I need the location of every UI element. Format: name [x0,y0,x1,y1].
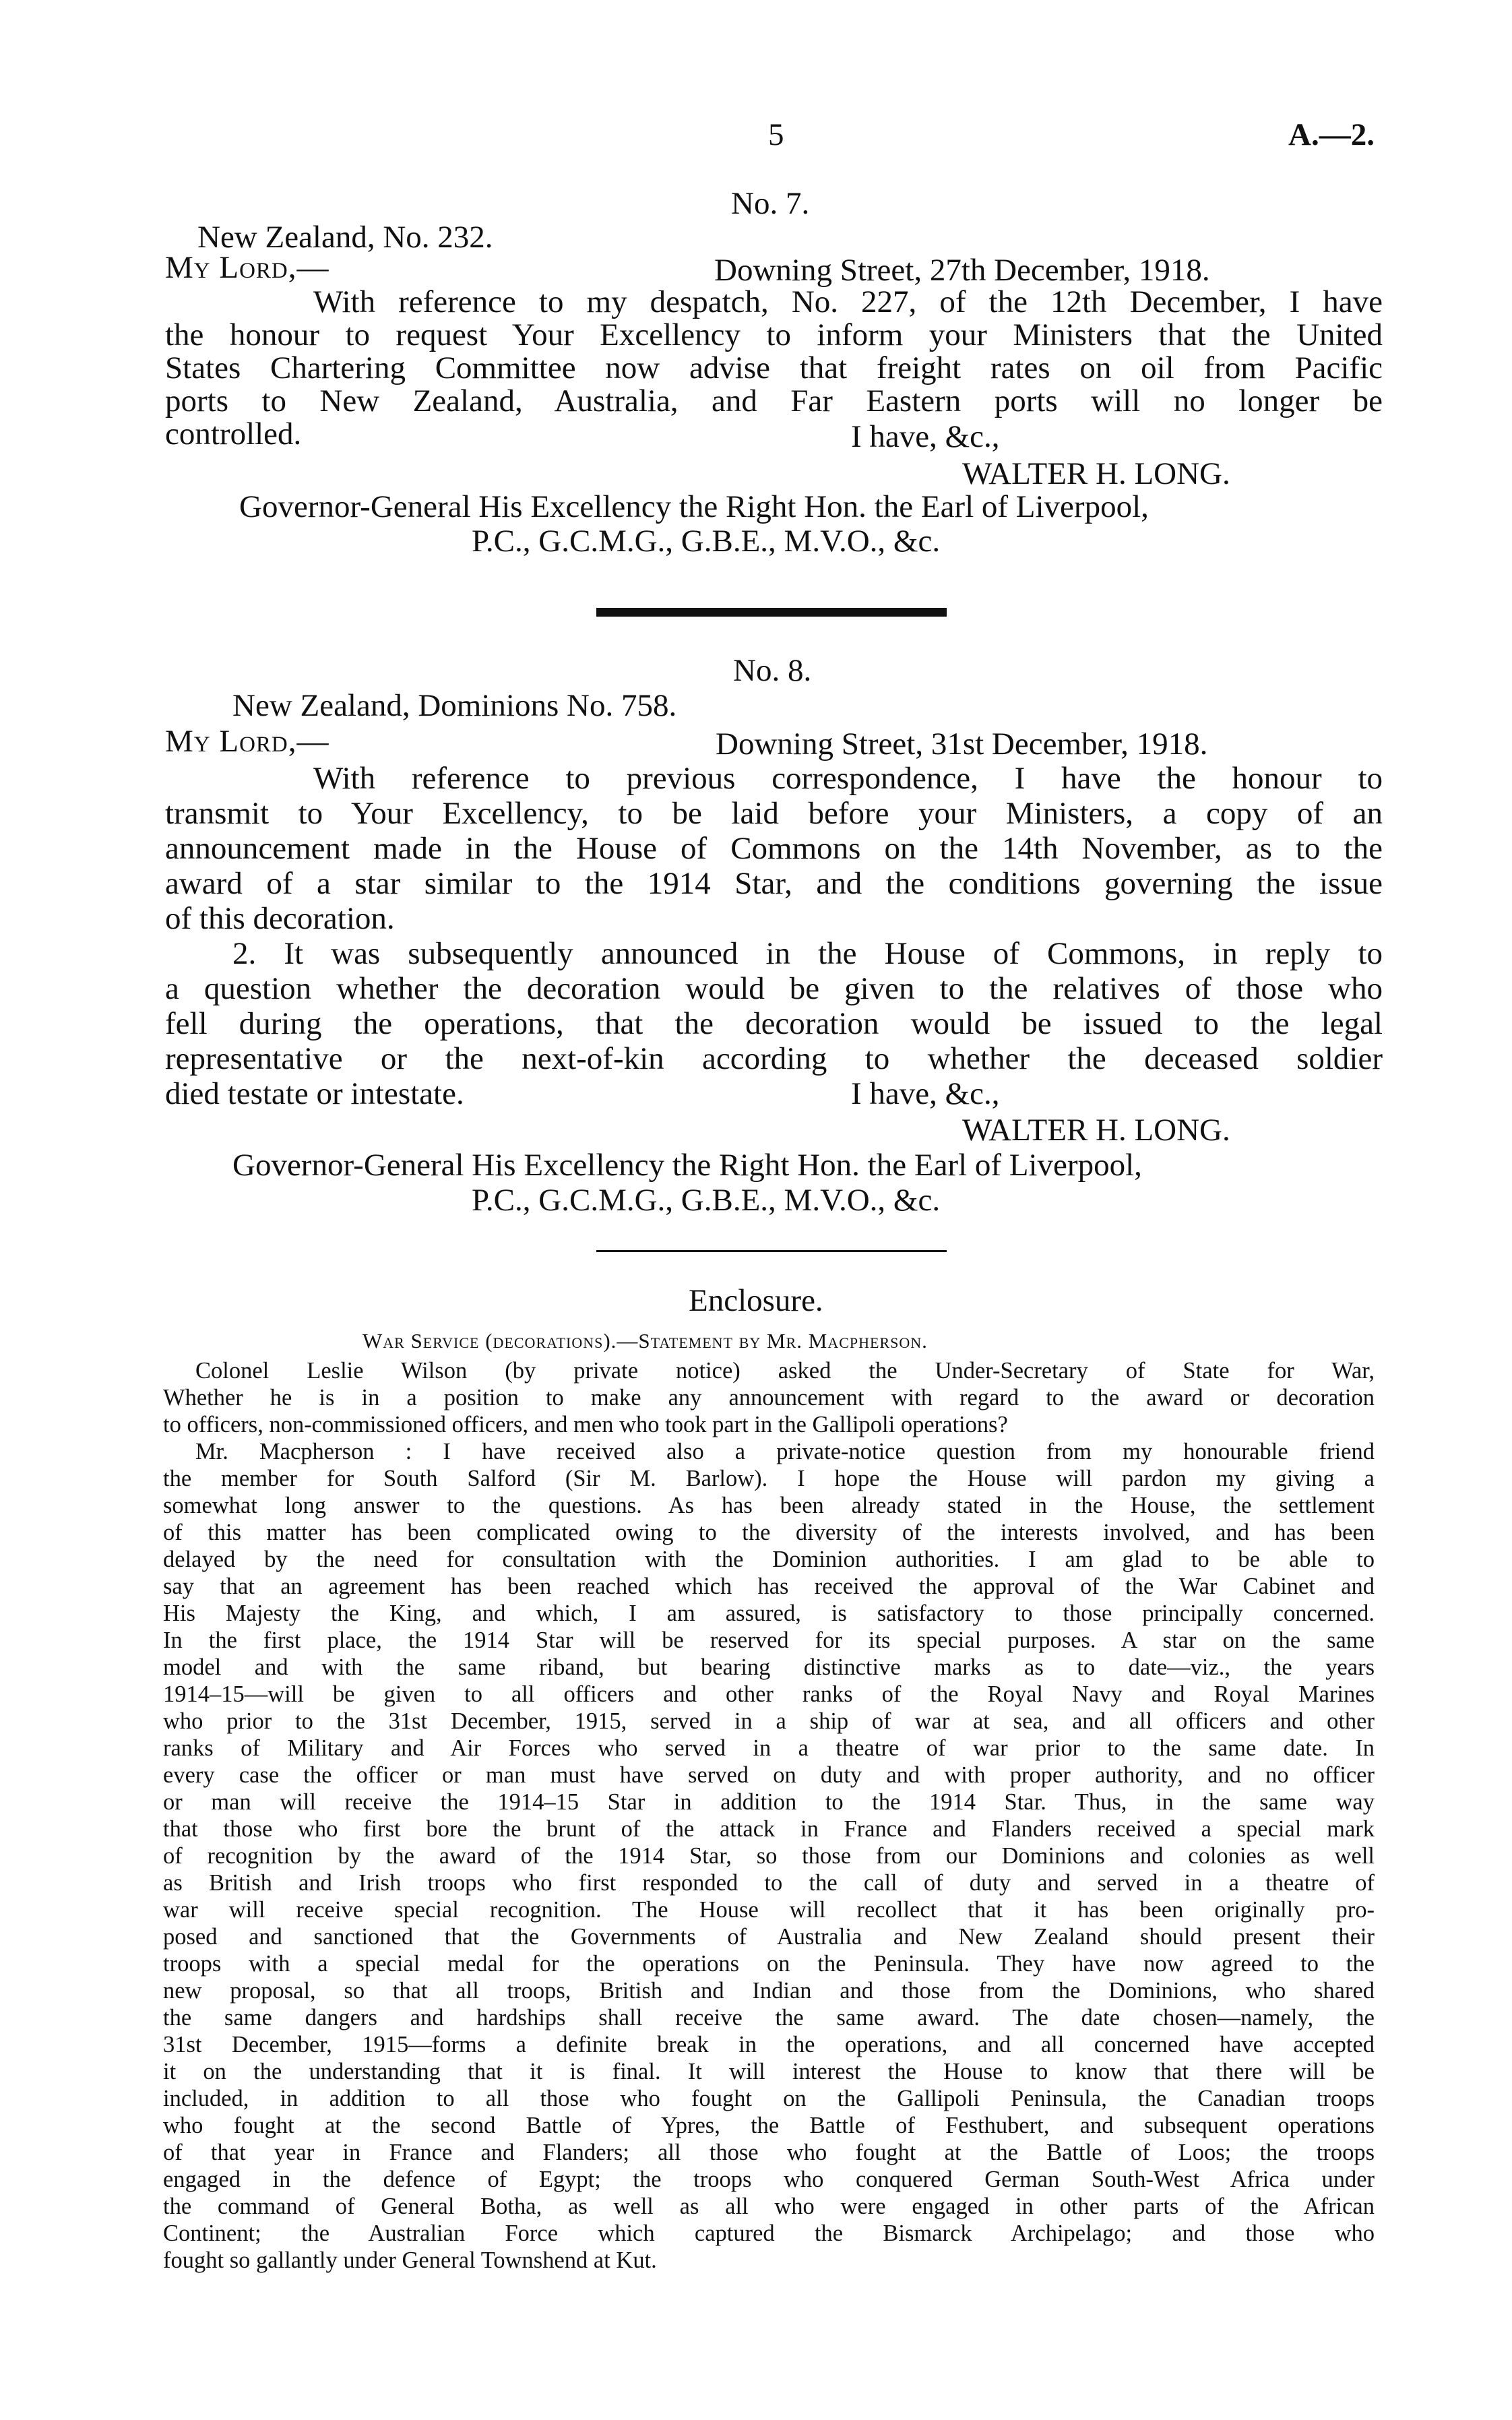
despatch-number: No. 8. [733,653,812,688]
dominion-reference: New Zealand, Dominions No. 758. [232,688,677,723]
salutation: My Lord,— [165,724,329,759]
despatch-number: No. 7. [731,186,810,221]
signature: WALTER H. LONG. [962,1113,1230,1148]
text-line: who fought at the second Battle of Ypres, the Battle of Festhubert, and subsequent operations [163,2113,1375,2138]
body-line: of this decoration. [165,901,395,936]
text-line: to officers, non-commissioned officers, and men who took part in the Gallipoli operations? [163,1412,1008,1437]
text-line: model and with the same riband, but bearing distinctive marks as to date—viz., the years [163,1654,1375,1680]
body-line: the honour to request Your Excellency to inform your Ministers that the United [165,317,1383,352]
dominion-reference: New Zealand, No. 232. [197,220,493,255]
text-line: Whether he is in a position to make any announcement with regard to the award or decoration [163,1385,1375,1410]
text-line: the member for South Salford (Sir M. Barlow). I hope the House will pardon my giving a [163,1466,1375,1491]
body-line: a question whether the decoration would be given to the relatives of those who [165,971,1383,1006]
text-line: posed and sanctioned that the Governments of Australia and New Zealand should present their [163,1924,1375,1950]
text-line: of this matter has been complicated owing to the diversity of the interests involved, and has been [163,1520,1375,1545]
page-number: 5 [768,117,784,152]
document-reference: A.—2. [1288,117,1375,152]
body-line: died testate or intestate. [165,1076,464,1111]
closing: I have, &c., [851,419,1000,454]
body-line: award of a star similar to the 1914 Star, and the conditions governing the issue [165,866,1383,901]
body-line: announcement made in the House of Commons on the 14th November, as to the [165,831,1383,866]
addressee-line: Governor-General His Excellency the Right Hon. the Earl of Liverpool, [232,1148,1142,1183]
text-line: Continent; the Australian Force which captured the Bismarck Archipelago; and those who [163,2221,1375,2246]
body-line: 2. It was subsequently announced in the House of Commons, in reply to [232,936,1383,971]
text-line: as British and Irish troops who first responded to the call of duty and served in a theatre of [163,1870,1375,1896]
text-line: or man will receive the 1914–15 Star in addition to the 1914 Star. Thus, in the same way [163,1789,1375,1815]
text-line: of that year in France and Flanders; all those who fought at the Battle of Loos; the troops [163,2140,1375,2165]
text-line: of recognition by the award of the 1914 Star, so those from our Dominions and colonies as well [163,1843,1375,1869]
signature: WALTER H. LONG. [962,456,1230,491]
body-line: With reference to my despatch, No. 227, of the 12th December, I have [313,284,1383,319]
dateline: Downing Street, 31st December, 1918. [716,726,1208,762]
enclosure-heading: Enclosure. [689,1283,823,1318]
addressee-honours: P.C., G.C.M.G., G.B.E., M.V.O., &c. [472,524,941,559]
text-line: somewhat long answer to the questions. As has been already stated in the House, the settlement [163,1493,1375,1518]
section-divider [596,608,947,617]
text-line: war will receive special recognition. The House will recollect that it has been originally pro- [163,1897,1375,1923]
text-line: His Majesty the King, and which, I am assured, is satisfactory to those principally concerned. [163,1601,1375,1626]
text-line: Colonel Leslie Wilson (by private notice) asked the Under-Secretary of State for War, [195,1358,1375,1384]
text-line: every case the officer or man must have served on duty and with proper authority, and no officer [163,1762,1375,1788]
text-line: who prior to the 31st December, 1915, served in a ship of war at sea, and all officers and other [163,1708,1375,1734]
enclosure-subheading: War Service (decorations).—Statement by Mr. Macpherson. [363,1329,928,1353]
closing: I have, &c., [851,1076,1000,1111]
addressee-honours: P.C., G.C.M.G., G.B.E., M.V.O., &c. [472,1183,941,1218]
text-line: say that an agreement has been reached which has received the approval of the War Cabinet and [163,1574,1375,1599]
text-line: it on the understanding that it is final. It will interest the House to know that there will be [163,2059,1375,2084]
text-line: troops with a special medal for the operations on the Peninsula. They have now agreed to the [163,1951,1375,1977]
body-line: transmit to Your Excellency, to be laid before your Ministers, a copy of an [165,796,1383,831]
text-line: In the first place, the 1914 Star will be reserved for its special purposes. A star on the same [163,1627,1375,1653]
text-line: 1914–15—will be given to all officers and other ranks of the Royal Navy and Royal Marines [163,1681,1375,1707]
text-line: the command of General Botha, as well as all who were engaged in other parts of the African [163,2194,1375,2219]
text-line: included, in addition to all those who fought on the Gallipoli Peninsula, the Canadian troops [163,2086,1375,2111]
addressee-line: Governor-General His Excellency the Right Hon. the Earl of Liverpool, [239,489,1149,524]
body-line: States Chartering Committee now advise that freight rates on oil from Pacific [165,350,1383,385]
body-line: representative or the next-of-kin according to whether the deceased soldier [165,1041,1383,1076]
text-line: engaged in the defence of Egypt; the troops who conquered German South-West Africa under [163,2167,1375,2192]
text-line: fought so gallantly under General Townshend at Kut. [163,2247,657,2273]
body-line: controlled. [165,416,302,452]
text-line: the same dangers and hardships shall receive the same award. The date chosen—namely, the [163,2005,1375,2030]
text-line: 31st December, 1915—forms a definite break in the operations, and all concerned have accepted [163,2032,1375,2057]
text-line: that those who first bore the brunt of the attack in France and Flanders received a special mark [163,1816,1375,1842]
text-line: delayed by the need for consultation with the Dominion authorities. I am glad to be able to [163,1547,1375,1572]
section-divider [596,1250,947,1252]
text-line: ranks of Military and Air Forces who served in a theatre of war prior to the same date. In [163,1735,1375,1761]
text-line: new proposal, so that all troops, British and Indian and those from the Dominions, who shared [163,1978,1375,2004]
text-line: Mr. Macpherson : I have received also a private-notice question from my honourable friend [195,1439,1375,1464]
body-line: fell during the operations, that the decoration would be issued to the legal [165,1006,1383,1041]
dateline: Downing Street, 27th December, 1918. [714,253,1210,288]
salutation: My Lord,— [165,250,329,285]
body-line: ports to New Zealand, Australia, and Far Eastern ports will no longer be [165,383,1383,418]
body-line: With reference to previous correspondence, I have the honour to [313,761,1383,796]
